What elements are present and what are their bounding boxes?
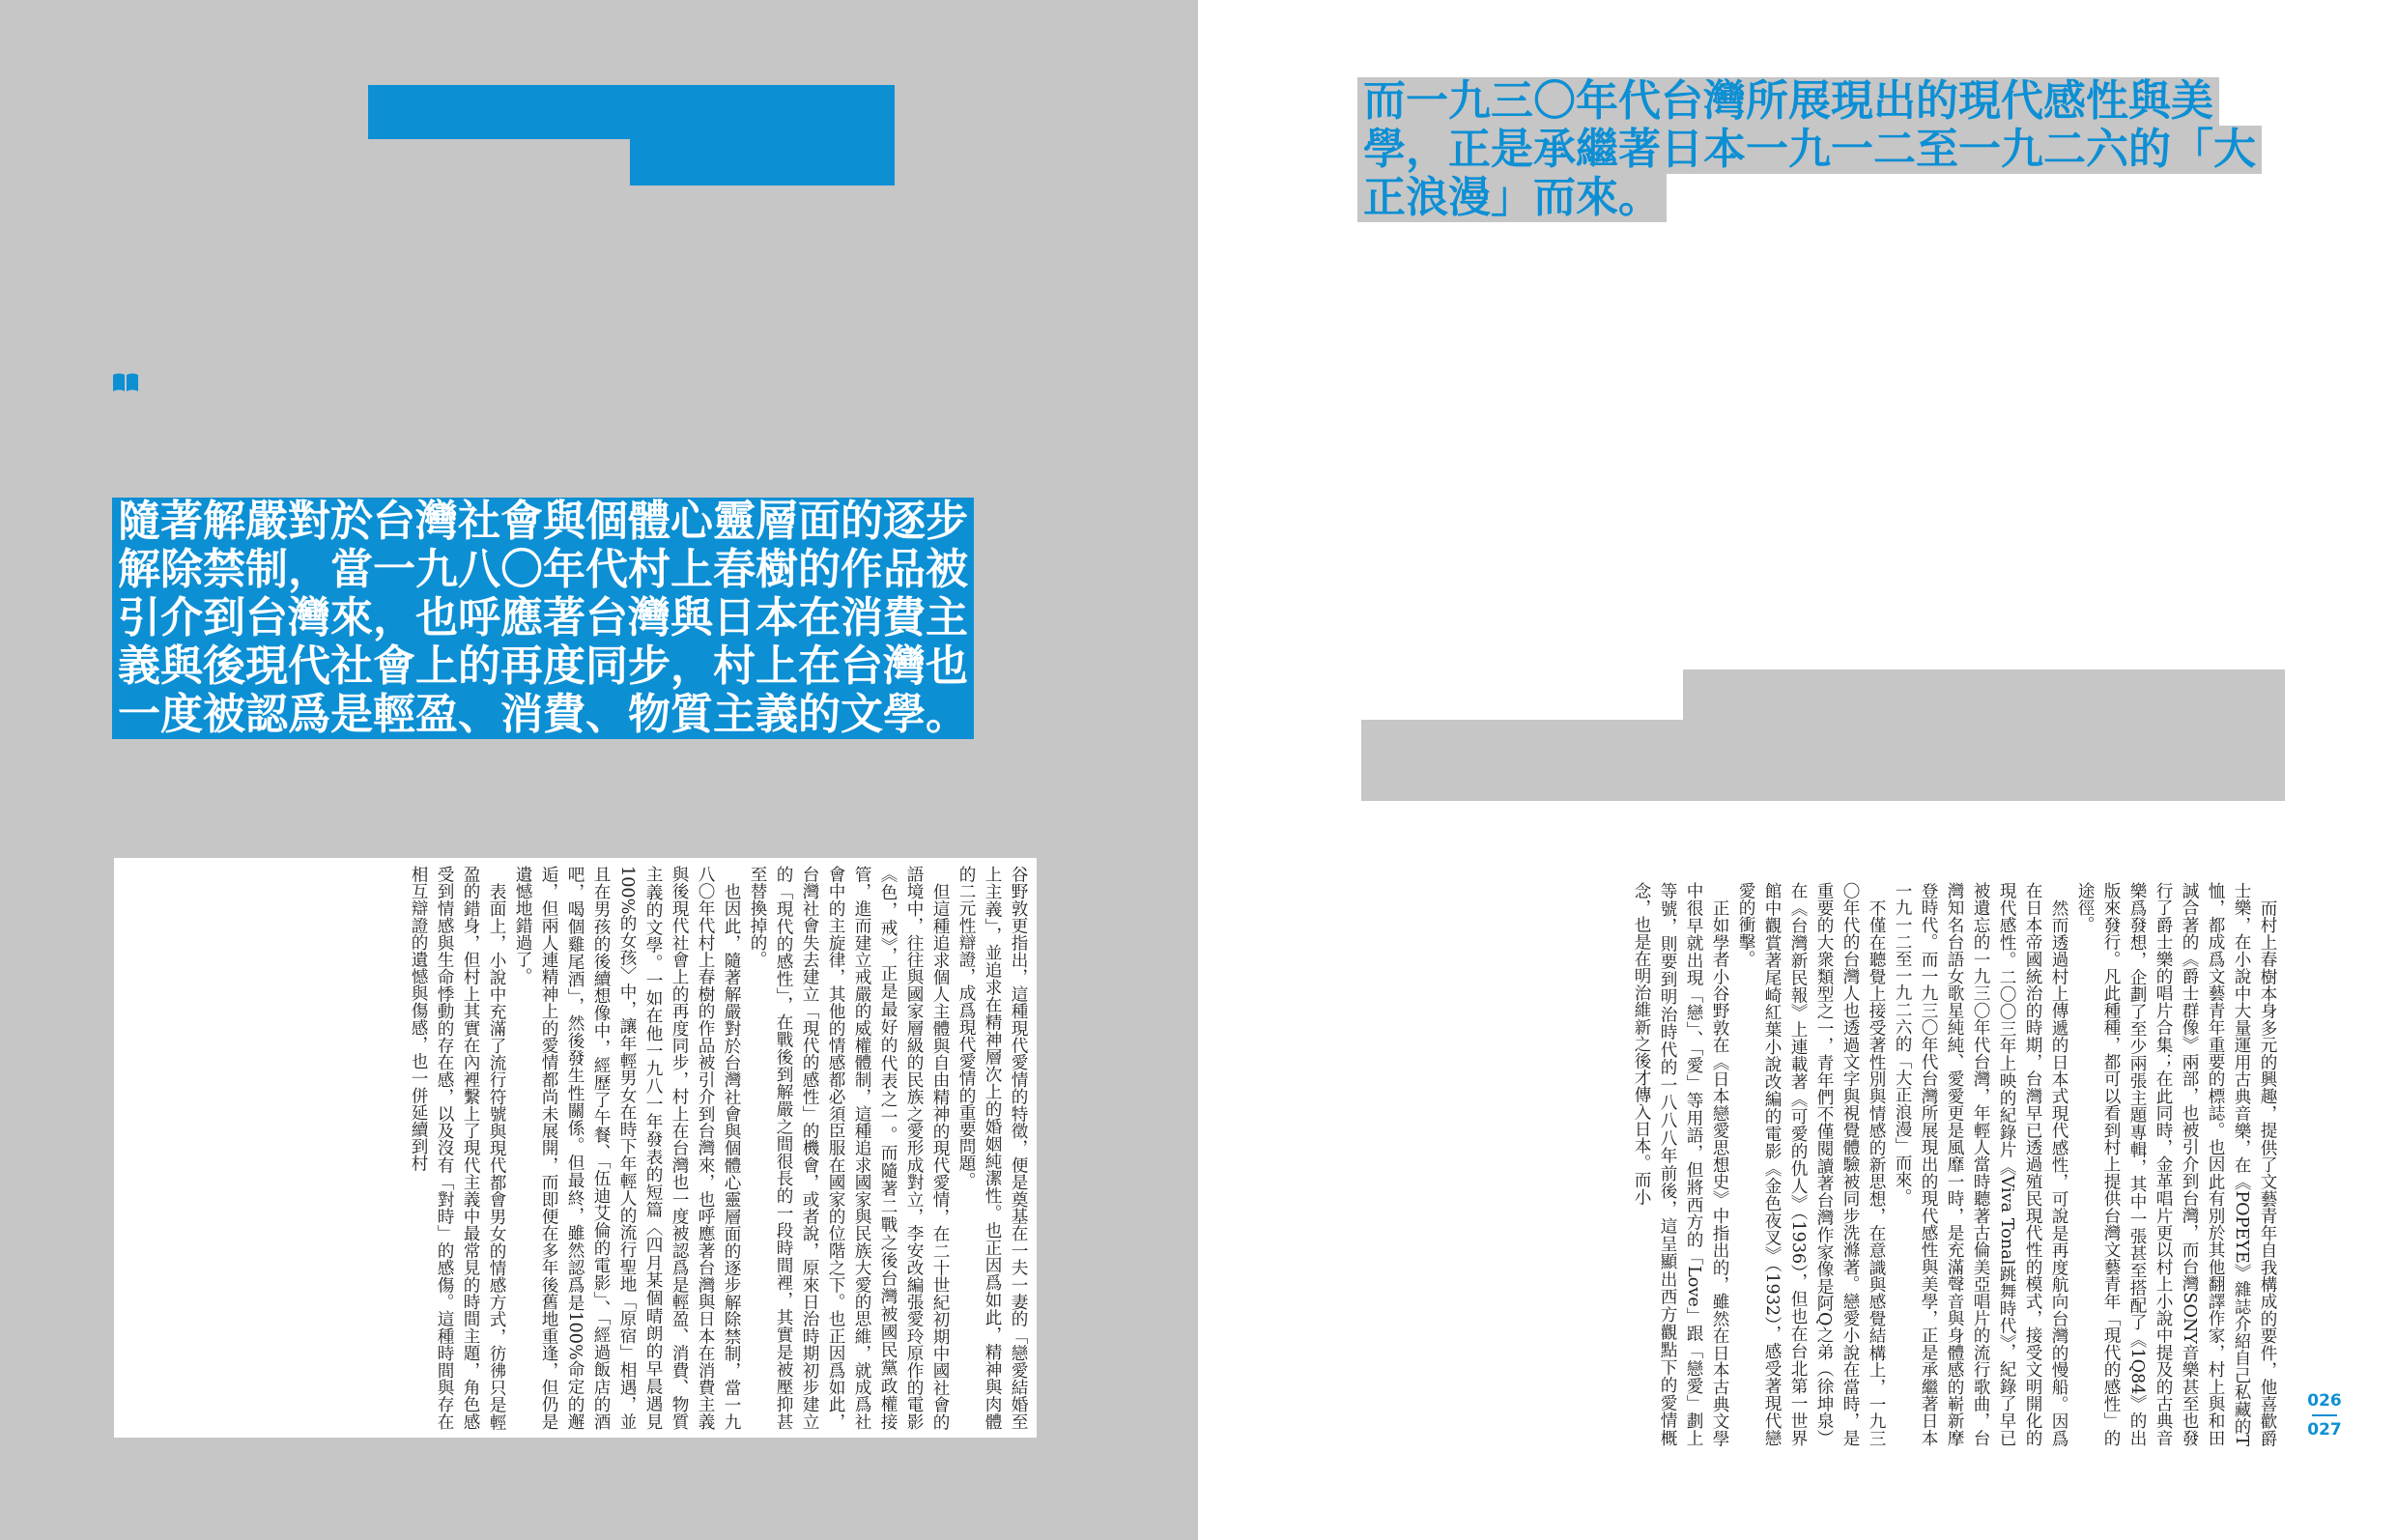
decor-gray-bar-top (1683, 670, 2285, 726)
paragraph: 表面上，小說中充滿了流行符號與現代都會男女的情感方式，彷彿只是輕盈的錯身，但村上其實在內裡繫上了現代主義中最常見的時間主題，角色感受到情感與生命悸動的存在感，以及沒有「對時」的感傷。這種時間與存在相互辯證的遺憾與傷感，也一併延續到村 (409, 866, 506, 1430)
paragraph: 然而透過村上傳遞的日本式現代感性，可說是再度航向台灣的慢船。因爲在日本帝國統治的時期，台灣早已透過殖民現代性的模式，接受文明開化的現代感性。二〇〇三年上映的紀錄片《Viva Tonal跳舞時代》，紀錄了早已被遺忘的一九三〇年代台灣，年輕人當時聽著古倫美亞唱片的流行歌曲，台灣知名台語女歌星純純、愛愛更是風靡一時，是充滿聲音與身體感的嶄新摩登時代。而一九三〇年代台灣所展現出的現代感性與美學，正是承繼著日本一九一二至一九二六的「大正浪漫」而來。 (1893, 882, 2068, 1446)
page-number-left: 026 (2307, 1391, 2342, 1411)
pull-quote-line: 一度被認爲是輕盈、消費、物質主義的文學。 (112, 691, 974, 739)
paragraph: 但這種追求個人主體與自由精神的現代愛情，在二十世紀初期中國社會的語境中，往往與國家層級的民族之愛形成對立，李安改編張愛玲原作的電影《色，戒》，正是最好的代表之一。而隨著二戰之後台灣被國民黨政權接管，進而建立戒嚴的威權體制，這種追求國家與民族大愛的思維，就成爲社會中的主旋律，其他的情感都必須臣服在國家的位階之下。也正因爲如此，台灣社會失去建立「現代的感性」的機會，或者說，原來日治時期初步建立的「現代的感性」，在戰後到解嚴之間很長的一段時間裡，其實是被壓抑甚至替換掉的。 (748, 866, 950, 1430)
decor-gray-bar-wide (1361, 720, 2285, 801)
page-number-block (2305, 1391, 2344, 1440)
paragraph: 不僅在聽覺上接受著性別與情感的新思想，在意識與感覺結構上，一九三〇年代的台灣人也透過文字與視覺體驗被同步洗滌著。戀愛小說在當時，是重要的大衆類型之一，青年們不僅閱讀著台灣作家像是阿Q之弟（徐坤泉）在《台灣新民報》上連載著《可愛的仇人》（1936），但也在台北第一世界館中觀賞著尾崎紅葉小說改編的電影《金色夜叉》（1932），感受著現代戀愛的衝擊。 (1736, 882, 1886, 1446)
page-number-right: 027 (2307, 1420, 2342, 1440)
pull-quote (112, 498, 1038, 739)
paragraph: 也因此，隨著解嚴對於台灣社會與個體心靈層面的逐步解除禁制，當一九八〇年代村上春樹的作品被引介到台灣來，也呼應著台灣與日本在消費主義與後現代社會上的再度同步，村上在台灣也一度被認爲是輕盈、消費、物質主義的文學。一如在他一九八一年發表的短篇〈四月某個晴朗的早晨遇見100%的女孩〉中，讓年輕男女在時下年輕人的流行聖地「原宿」相遇，並且在男孩的後續想像中，經歷了午餐、「伍迪艾倫的電影」、「經過飯店的酒吧，喝個雞尾酒」，然後發生性關係。但最終，雖然認爲是100%命定的邂逅，但兩人連精神上的愛情都尚未展開，而即便在多年後舊地重逢，但仍是遺憾地錯過了。 (513, 866, 741, 1430)
highlight-quote-line: 學，正是承繼著日本一九一二至一九二六的「大 (1357, 126, 2262, 174)
body-text-right (1370, 874, 2286, 1454)
pull-quote-line: 引介到台灣來，也呼應著台灣與日本在消費主 (112, 594, 974, 642)
pull-quote-line: 解除禁制，當一九八〇年代村上春樹的作品被 (112, 546, 974, 594)
highlight-quote-line: 而一九三〇年代台灣所展現出的現代感性與美 (1357, 77, 2219, 126)
open-book-icon (112, 372, 139, 393)
paragraph: 谷野敦更指出，這種現代愛情的特徵，便是奠基在一夫一妻的「戀愛結婚至上主義」，並追求在精神層次上的婚姻純潔性。也正因爲如此，精神與肉體的二元性辯證，成爲現代愛情的重要問題。 (956, 866, 1028, 1430)
decor-blue-bar-top (368, 85, 895, 139)
paragraph: 而村上春樹本身多元的興趣，提供了文藝青年自我構成的要件，他喜歡爵士樂，在小說中大量運用古典音樂，在《POPEYE》雜誌介紹自己私藏的T恤，都成爲文藝青年重要的標誌。也因此有別於其他翻譯作家，村上與和田誠合著的《爵士群像》兩部，也被引介到台灣，而台灣SONY音樂甚至也發行了爵士樂的唱片合集；在此同時，金革唱片更以村上小說中提及的古典音樂爲發想，企劃了至少兩張主題專輯，其中一張甚至搭配了《1Q84》的出版來發行。凡此種種，都可以看到村上提供台灣文藝青年「現代的感性」的途徑。 (2075, 882, 2277, 1446)
page-number-divider (2312, 1414, 2337, 1416)
highlight-quote (1357, 77, 2285, 222)
paragraph: 正如學者小谷野敦在《日本戀愛思想史》中指出的，雖然在日本古典文學中很早就出現「戀」、「愛」等用語，但將西方的「Love」跟「戀愛」劃上等號，則要到明治時代的一八八八年前後，這呈顯出西方觀點下的愛情概念，也是在明治維新之後才傳入日本。而小 (1632, 882, 1729, 1446)
pull-quote-line: 隨著解嚴對於台灣社會與個體心靈層面的逐步 (112, 498, 974, 546)
decor-blue-bar-lower (630, 135, 895, 185)
highlight-quote-line: 正浪漫」而來。 (1357, 174, 1667, 222)
pull-quote-line: 義與後現代社會上的再度同步，村上在台灣也 (112, 642, 974, 691)
body-text-left (114, 858, 1037, 1438)
